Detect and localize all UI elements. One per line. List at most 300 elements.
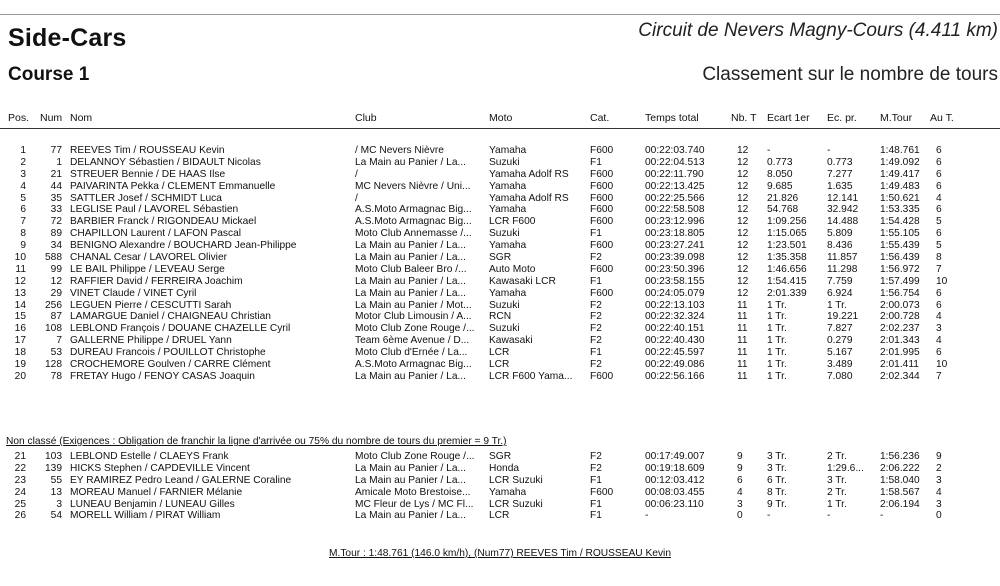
table-row	[0, 240, 1000, 252]
cell-moto: Yamaha Adolf RS	[489, 168, 569, 180]
table-row	[0, 157, 1000, 169]
cell-nom: MORELL William / PIRAT William	[70, 510, 221, 522]
cell-ecpr: 14.488	[827, 216, 859, 228]
header-rule	[0, 128, 1000, 129]
cell-num: 35	[50, 192, 62, 204]
cell-nom: STREUER Bennie / DE HAAS Ilse	[70, 168, 226, 180]
cell-temps: 00:22:58.508	[645, 204, 705, 216]
cell-moto: SGR	[489, 451, 512, 462]
cell-nom: VINET Claude / VINET Cyril	[70, 287, 197, 299]
cell-autour: 8	[936, 252, 942, 264]
cell-temps: 00:22:11.790	[645, 168, 704, 180]
cell-mtour: -	[880, 510, 884, 522]
cell-cat: F600	[590, 145, 614, 156]
cell-autour: 4	[936, 486, 942, 498]
cell-moto: LCR	[489, 359, 510, 371]
cell-temps: 00:23:12.996	[645, 216, 705, 228]
cell-ecpr: 19.221	[827, 311, 859, 323]
table-row	[0, 181, 1000, 193]
cell-moto: Yamaha Adolf RS	[489, 192, 569, 204]
cell-autour: 6	[936, 204, 942, 216]
cell-mtour: 1:56.236	[880, 451, 920, 462]
cell-nbt: 11	[737, 359, 748, 371]
cell-ecpr: 7.080	[827, 370, 853, 382]
col-ecart: Ecart 1er	[767, 112, 810, 124]
cell-club: La Main au Panier / La...	[355, 370, 466, 382]
cell-club: La Main au Panier / La...	[355, 240, 466, 252]
cell-nom: LEBLOND François / DOUANE CHAZELLE Cyril	[70, 323, 291, 335]
cell-moto: SGR	[489, 252, 512, 264]
cell-nbt: 12	[737, 192, 749, 204]
cell-ecart: 54.768	[767, 204, 799, 216]
cell-nbt: 12	[737, 216, 749, 228]
cell-ecart: 6 Tr.	[767, 474, 787, 486]
cell-pos: 10	[14, 252, 26, 264]
cell-club: Team 6ème Avenue / D...	[355, 335, 470, 347]
cell-mtour: 2:02.344	[880, 370, 920, 382]
cell-pos: 14	[14, 299, 26, 311]
cell-autour: 9	[936, 451, 942, 462]
cell-temps: 00:24:05.079	[645, 287, 705, 299]
cell-moto: Suzuki	[489, 323, 520, 335]
cell-cat: F2	[590, 451, 602, 462]
cell-ecart: 9 Tr.	[767, 498, 787, 510]
col-club: Club	[355, 112, 377, 124]
cell-nbt: 12	[737, 275, 749, 287]
cell-nom: MOREAU Manuel / FARNIER Mélanie	[70, 486, 243, 498]
cell-ecart: 1:35.358	[767, 252, 807, 264]
col-autour: Au T.	[930, 112, 954, 124]
table-row	[0, 475, 1000, 487]
col-moto: Moto	[489, 112, 513, 124]
cell-autour: 6	[936, 156, 942, 168]
cell-num: 108	[45, 323, 62, 335]
cell-mtour: 1:49.483	[880, 180, 920, 192]
cell-pos: 20	[14, 370, 26, 382]
cell-cat: F2	[590, 323, 602, 335]
cell-nbt: 11	[737, 370, 748, 382]
cell-autour: 3	[936, 323, 942, 335]
cell-pos: 6	[20, 204, 26, 216]
cell-mtour: 1:54.428	[880, 216, 920, 228]
cell-nom: CHANAL Cesar / LAVOREL Olivier	[70, 252, 228, 264]
cell-cat: F600	[590, 486, 614, 498]
cell-nom: FRETAY Hugo / FENOY CASAS Joaquin	[70, 370, 255, 382]
cell-ecart: -	[767, 510, 771, 522]
cell-moto: LCR Suzuki	[489, 498, 543, 510]
table-row	[0, 169, 1000, 181]
cell-nbt: 11	[737, 323, 748, 335]
cell-autour: 4	[936, 311, 942, 323]
cell-club: A.S.Moto Armagnac Big...	[355, 204, 472, 216]
cell-cat: F2	[590, 252, 602, 264]
cell-ecpr: 2 Tr.	[827, 451, 847, 462]
cell-mtour: 1:55.439	[880, 240, 920, 252]
cell-cat: F2	[590, 359, 602, 371]
cell-num: 7	[56, 335, 62, 347]
cell-nom: EY RAMIREZ Pedro Leand / GALERNE Coraline	[70, 474, 292, 486]
cell-ecpr: 7.759	[827, 275, 853, 287]
cell-num: 21	[50, 168, 62, 180]
cell-ecart: 2:01.339	[767, 287, 807, 299]
cell-nbt: 12	[737, 204, 749, 216]
cell-nom: LEBLOND Estelle / CLAEYS Frank	[70, 451, 229, 462]
cell-autour: 6	[936, 168, 942, 180]
cell-moto: LCR Suzuki	[489, 474, 543, 486]
cell-pos: 9	[20, 240, 26, 252]
cell-ecpr: 7.277	[827, 168, 853, 180]
table-row	[0, 347, 1000, 359]
cell-ecpr: 0.773	[827, 156, 853, 168]
cell-pos: 5	[20, 192, 26, 204]
cell-autour: 6	[936, 145, 942, 156]
table-row	[0, 264, 1000, 276]
cell-ecpr: 1 Tr.	[827, 299, 847, 311]
cell-autour: 7	[936, 370, 942, 382]
table-row	[0, 499, 1000, 511]
cell-num: 44	[50, 180, 62, 192]
cell-cat: F2	[590, 311, 602, 323]
cell-ecart: 1 Tr.	[767, 335, 787, 347]
cell-temps: 00:22:13.425	[645, 180, 705, 192]
cell-num: 33	[50, 204, 62, 216]
cell-mtour: 1:55.105	[880, 228, 920, 240]
cell-club: La Main au Panier / La...	[355, 510, 466, 522]
cell-pos: 2	[20, 156, 26, 168]
table-row	[0, 216, 1000, 228]
cell-num: 12	[50, 275, 62, 287]
cell-temps: 00:23:39.098	[645, 252, 705, 264]
cell-nom: BARBIER Franck / RIGONDEAU Mickael	[70, 216, 257, 228]
cell-temps: 00:22:56.166	[645, 370, 705, 382]
cell-moto: Kawasaki	[489, 335, 533, 347]
classement-title: Classement sur le nombre de tours	[702, 64, 998, 85]
cell-num: 139	[45, 462, 62, 474]
cell-nom: CHAPILLON Laurent / LAFON Pascal	[70, 228, 241, 240]
cell-ecart: 1 Tr.	[767, 347, 787, 359]
table-row	[0, 510, 1000, 522]
cell-num: 77	[50, 145, 62, 156]
cell-club: / MC Nevers Nièvre	[355, 145, 444, 156]
table-row	[0, 451, 1000, 463]
cell-autour: 7	[936, 263, 942, 275]
cell-moto: Suzuki	[489, 228, 520, 240]
cell-nbt: 9	[737, 462, 743, 474]
cell-temps: 00:22:45.597	[645, 347, 705, 359]
cell-cat: F1	[590, 156, 602, 168]
table-row	[0, 193, 1000, 205]
cell-temps: 00:22:40.151	[645, 323, 705, 335]
cell-autour: 4	[936, 335, 942, 347]
cell-nbt: 11	[737, 311, 748, 323]
cell-moto: Yamaha	[489, 287, 527, 299]
cell-moto: LCR	[489, 347, 510, 359]
cell-num: 588	[45, 252, 62, 264]
cell-ecart: 1 Tr.	[767, 323, 787, 335]
best-lap-footer: M.Tour : 1:48.761 (146.0 km/h), (Num77) REEVES Tim / ROUSSEAU Kevin	[329, 548, 671, 559]
cell-ecpr: 2 Tr.	[827, 486, 847, 498]
cell-num: 13	[50, 486, 62, 498]
table-row	[0, 359, 1000, 371]
cell-temps: 00:22:13.103	[645, 299, 705, 311]
cell-temps: 00:12:03.412	[645, 474, 705, 486]
top-rule	[0, 14, 1000, 15]
cell-ecart: 3 Tr.	[767, 462, 787, 474]
table-row	[0, 145, 1000, 157]
cell-autour: 10	[936, 275, 948, 287]
cell-cat: F600	[590, 204, 614, 216]
cell-ecpr: 12.141	[827, 192, 859, 204]
cell-nom: GALLERNE Philippe / DRUEL Yann	[70, 335, 232, 347]
cell-ecpr: 6.924	[827, 287, 853, 299]
cell-nom: LEGUEN Pierre / CESCUTTI Sarah	[70, 299, 232, 311]
cell-num: 53	[50, 347, 62, 359]
cell-nom: PAIVARINTA Pekka / CLEMENT Emmanuelle	[70, 180, 276, 192]
table-row	[0, 487, 1000, 499]
table-row	[0, 228, 1000, 240]
cell-ecpr: 0.279	[827, 335, 853, 347]
cell-temps: 00:08:03.455	[645, 486, 705, 498]
cell-ecart: 1:23.501	[767, 240, 807, 252]
cell-mtour: 1:49.092	[880, 156, 920, 168]
cell-mtour: 1:56.754	[880, 287, 920, 299]
cell-club: Amicale Moto Brestoise...	[355, 486, 471, 498]
cell-nbt: 12	[737, 228, 749, 240]
cell-club: MC Nevers Nièvre / Uni...	[355, 180, 471, 192]
cell-moto: Yamaha	[489, 486, 527, 498]
cell-pos: 25	[14, 498, 26, 510]
cell-moto: Suzuki	[489, 299, 520, 311]
cell-temps: 00:22:03.740	[645, 145, 705, 156]
cell-ecart: 1:15.065	[767, 228, 807, 240]
cell-ecpr: 3 Tr.	[827, 474, 847, 486]
cell-cat: F600	[590, 263, 614, 275]
cell-ecpr: 5.167	[827, 347, 853, 359]
cell-nom: LE BAIL Philippe / LEVEAU Serge	[70, 263, 225, 275]
course-title: Course 1	[8, 64, 90, 85]
cell-ecart: 1 Tr.	[767, 311, 787, 323]
cell-pos: 3	[20, 168, 26, 180]
cell-club: MC Fleur de Lys / MC Fl...	[355, 498, 474, 510]
cell-temps: 00:17:49.007	[645, 451, 705, 462]
cell-temps: 00:23:50.396	[645, 263, 705, 275]
cell-temps: 00:22:25.566	[645, 192, 705, 204]
cell-pos: 16	[14, 323, 26, 335]
page-title: Side-Cars	[8, 24, 127, 52]
cell-mtour: 2:06.194	[880, 498, 920, 510]
cell-cat: F600	[590, 180, 614, 192]
cell-temps: 00:22:04.513	[645, 156, 705, 168]
cell-nbt: 12	[737, 287, 749, 299]
cell-ecpr: 3.489	[827, 359, 853, 371]
cell-mtour: 2:01.343	[880, 335, 920, 347]
cell-autour: 6	[936, 228, 942, 240]
cell-autour: 3	[936, 474, 942, 486]
cell-ecpr: -	[827, 510, 831, 522]
cell-moto: RCN	[489, 311, 512, 323]
cell-ecpr: 32.942	[827, 204, 859, 216]
cell-mtour: 2:00.728	[880, 311, 920, 323]
col-mtour: M.Tour	[880, 112, 913, 124]
cell-mtour: 1:58.567	[880, 486, 920, 498]
cell-nbt: 3	[737, 498, 743, 510]
cell-mtour: 1:56.439	[880, 252, 920, 264]
cell-moto: Suzuki	[489, 156, 520, 168]
cell-club: A.S.Moto Armagnac Big...	[355, 359, 472, 371]
cell-nbt: 0	[737, 510, 743, 522]
cell-cat: F1	[590, 275, 602, 287]
classified-list	[0, 145, 1000, 383]
cell-autour: 2	[936, 462, 942, 474]
cell-num: 103	[45, 451, 62, 462]
cell-nbt: 11	[737, 335, 748, 347]
cell-club: Moto Club Zone Rouge /...	[355, 323, 475, 335]
cell-num: 99	[50, 263, 62, 275]
cell-autour: 6	[936, 299, 942, 311]
cell-cat: F1	[590, 510, 602, 522]
table-row	[0, 335, 1000, 347]
cell-autour: 6	[936, 347, 942, 359]
cell-ecart: 1:46.656	[767, 263, 807, 275]
col-nbt: Nb. T	[731, 112, 757, 124]
cell-mtour: 1:57.499	[880, 275, 920, 287]
cell-mtour: 2:00.073	[880, 299, 920, 311]
table-row	[0, 288, 1000, 300]
cell-pos: 8	[20, 228, 26, 240]
table-row	[0, 323, 1000, 335]
cell-ecpr: 1 Tr.	[827, 498, 847, 510]
cell-nbt: 12	[737, 263, 749, 275]
cell-pos: 11	[15, 263, 26, 275]
cell-nbt: 12	[737, 180, 749, 192]
col-num: Num	[40, 112, 63, 124]
cell-autour: 0	[936, 510, 942, 522]
cell-pos: 21	[14, 451, 26, 462]
cell-temps: 00:22:40.430	[645, 335, 705, 347]
cell-temps: 00:23:27.241	[645, 240, 705, 252]
cell-club: /	[355, 168, 358, 180]
cell-ecart: -	[767, 145, 771, 156]
cell-nom: REEVES Tim / ROUSSEAU Kevin	[70, 145, 225, 156]
cell-ecart: 3 Tr.	[767, 451, 787, 462]
cell-num: 78	[50, 370, 62, 382]
cell-cat: F600	[590, 370, 614, 382]
nonclasse-list	[0, 451, 1000, 522]
cell-ecart: 8 Tr.	[767, 486, 787, 498]
cell-nom: LAMARGUE Daniel / CHAIGNEAU Christian	[70, 311, 271, 323]
cell-cat: F600	[590, 192, 614, 204]
col-ecpr: Ec. pr.	[827, 112, 857, 124]
cell-nom: CROCHEMORE Goulven / CARRE Clément	[70, 359, 271, 371]
cell-mtour: 1:53.335	[880, 204, 920, 216]
cell-nbt: 6	[737, 474, 743, 486]
cell-num: 1	[56, 156, 62, 168]
cell-club: Moto Club Baleer Bro /...	[355, 263, 467, 275]
cell-moto: LCR	[489, 510, 510, 522]
cell-ecpr: 1.635	[827, 180, 853, 192]
cell-autour: 6	[936, 287, 942, 299]
cell-cat: F1	[590, 474, 602, 486]
cell-pos: 15	[14, 311, 26, 323]
cell-num: 3	[56, 498, 62, 510]
cell-pos: 7	[20, 216, 26, 228]
cell-club: A.S.Moto Armagnac Big...	[355, 216, 472, 228]
cell-num: 128	[45, 359, 62, 371]
cell-nbt: 12	[737, 252, 749, 264]
cell-num: 29	[50, 287, 62, 299]
cell-pos: 4	[20, 180, 26, 192]
cell-nbt: 12	[737, 240, 749, 252]
cell-temps: 00:22:49.086	[645, 359, 705, 371]
cell-nbt: 11	[737, 347, 748, 359]
cell-ecart: 8.050	[767, 168, 793, 180]
cell-ecart: 1:54.415	[767, 275, 807, 287]
table-row	[0, 300, 1000, 312]
cell-autour: 10	[936, 359, 948, 371]
cell-nom: HICKS Stephen / CAPDEVILLE Vincent	[70, 462, 250, 474]
cell-cat: F600	[590, 168, 614, 180]
cell-pos: 17	[14, 335, 26, 347]
nonclasse-note: Non classé (Exigences : Obligation de franchir la ligne d'arrivée ou 75% du nombre de tours du premier = 9 Tr.)	[6, 436, 507, 447]
cell-num: 54	[50, 510, 62, 522]
cell-mtour: 2:06.222	[880, 462, 920, 474]
cell-pos: 22	[14, 462, 26, 474]
cell-autour: 3	[936, 498, 942, 510]
cell-cat: F2	[590, 299, 602, 311]
cell-temps: 00:23:58.155	[645, 275, 705, 287]
col-cat: Cat.	[590, 112, 610, 124]
cell-moto: LCR F600 Yama...	[489, 370, 573, 382]
cell-club: Moto Club Zone Rouge /...	[355, 451, 475, 462]
cell-pos: 18	[14, 347, 26, 359]
cell-moto: Honda	[489, 462, 520, 474]
cell-pos: 26	[14, 510, 26, 522]
cell-pos: 13	[14, 287, 26, 299]
cell-pos: 1	[20, 145, 26, 156]
cell-mtour: 2:02.237	[880, 323, 920, 335]
cell-moto: Auto Moto	[489, 263, 536, 275]
cell-moto: Yamaha	[489, 145, 527, 156]
cell-club: /	[355, 192, 358, 204]
cell-ecpr: 1:29.6...	[827, 462, 864, 474]
cell-cat: F2	[590, 335, 602, 347]
cell-mtour: 1:48.761	[880, 145, 920, 156]
cell-nbt: 12	[737, 145, 749, 156]
table-row	[0, 311, 1000, 323]
cell-num: 87	[50, 311, 62, 323]
cell-pos: 23	[14, 474, 26, 486]
col-nom: Nom	[70, 112, 93, 124]
table-row	[0, 463, 1000, 475]
cell-club: La Main au Panier / La...	[355, 156, 466, 168]
cell-autour: 5	[936, 240, 942, 252]
cell-club: La Main au Panier / La...	[355, 462, 466, 474]
table-row	[0, 252, 1000, 264]
cell-moto: LCR F600	[489, 216, 536, 228]
cell-cat: F1	[590, 347, 602, 359]
cell-nom: RAFFIER David / FERREIRA Joachim	[70, 275, 243, 287]
cell-num: 55	[50, 474, 62, 486]
table-row	[0, 204, 1000, 216]
cell-ecart: 1 Tr.	[767, 299, 787, 311]
cell-cat: F2	[590, 462, 602, 474]
cell-moto: Yamaha	[489, 180, 527, 192]
cell-pos: 24	[14, 486, 26, 498]
cell-mtour: 1:58.040	[880, 474, 920, 486]
cell-nom: LUNEAU Benjamin / LUNEAU Gilles	[70, 498, 235, 510]
cell-cat: F600	[590, 240, 614, 252]
cell-club: La Main au Panier / La...	[355, 287, 466, 299]
